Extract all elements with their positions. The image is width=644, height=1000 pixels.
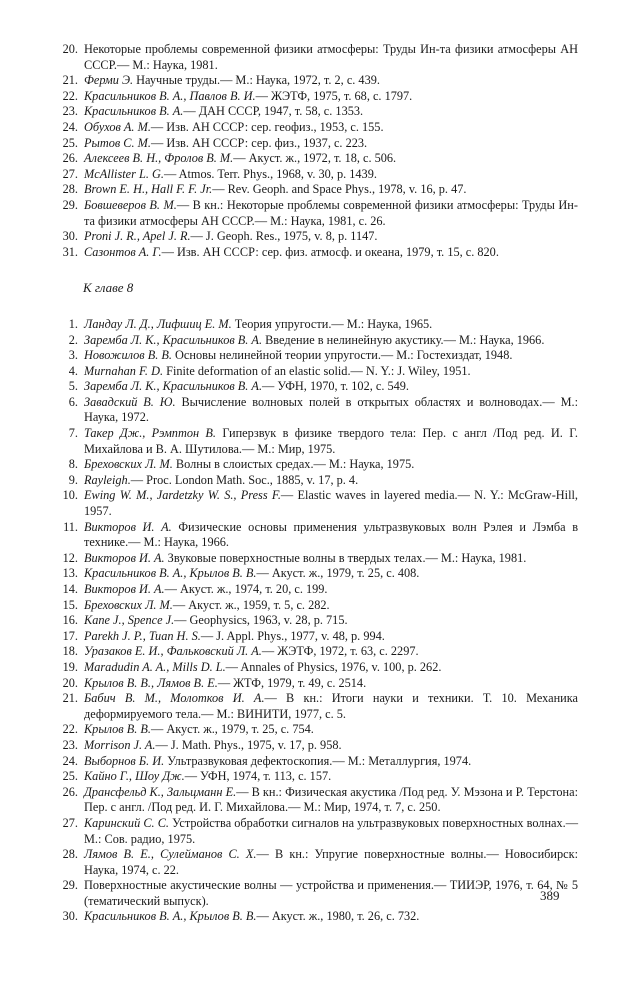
reference-entry (58, 722, 578, 738)
reference-text: — Annales of Physics, 1976, v. 100, p. 262. (225, 659, 442, 674)
reference-text: Finite deformation of an elastic solid.— N. Y.: J. Wiley, 1951. (163, 363, 471, 378)
reference-number: 23. (62, 737, 78, 752)
reference-authors: Завадский В. Ю. (84, 394, 176, 409)
reference-text: Физические основы применения ультразвуковых волн Рэлея и Лэмба в технике.— М.: Наука, 1966. (84, 519, 579, 550)
reference-number: 7. (68, 426, 78, 441)
reference-number: 23. (62, 104, 78, 119)
reference-text: Устройства обработки сигналов на ультразвуковых поверхностных волнах.— М.: Сов. радио, 1975. (84, 815, 579, 846)
reference-entry (58, 847, 578, 878)
reference-text: — УФН, 1970, т. 102, с. 549. (262, 379, 409, 394)
reference-text: — ЖЭТФ, 1972, т. 63, с. 2297. (261, 644, 419, 659)
reference-entry (58, 909, 578, 925)
reference-entry (58, 488, 578, 519)
reference-authors: Ландау Л. Д., Лифшиц Е. М. (84, 316, 232, 331)
reference-text: — Rev. Geoph. and Space Phys., 1978, v. 16, p. 47. (212, 182, 467, 197)
reference-authors: Proni J. R., Apel J. R. (84, 229, 191, 244)
reference-text: Основы нелинейной теории упругости.— М.: Гостехиздат, 1948. (171, 348, 513, 363)
reference-authors: Алексеев В. Н., Фролов В. М. (84, 151, 234, 166)
reference-text: — Изв. АН СССР: сер. геофиз., 1953, с. 155. (150, 119, 384, 134)
reference-entry (58, 348, 578, 364)
reference-entry (58, 379, 578, 395)
reference-text: — J. Geoph. Res., 1975, v. 8, p. 1147. (190, 229, 378, 244)
reference-authors: Обухов А. М. (84, 119, 151, 134)
reference-number: 1. (68, 316, 78, 331)
reference-authors: Rayleigh. (84, 472, 131, 487)
reference-authors: Лямов В. Е., Сулейманов С. Х. (84, 847, 257, 862)
reference-number: 28. (62, 182, 78, 197)
reference-authors: Ферми Э. (84, 73, 134, 88)
reference-number: 13. (62, 566, 78, 581)
reference-number: 5. (68, 379, 78, 394)
reference-number: 17. (62, 628, 78, 643)
reference-number: 2. (68, 332, 78, 347)
reference-entry (58, 364, 578, 380)
reference-text: Некоторые проблемы современной физики атмосферы: Труды Ин-та физики атмосферы АН СССР.— М.: Наука, 1981. (84, 42, 578, 72)
reference-entry (58, 317, 578, 333)
reference-text: — ЖЭТФ, 1975, т. 68, с. 1797. (255, 88, 413, 103)
reference-authors: Brown E. H., Hall F. F. Jr. (84, 182, 213, 197)
reference-number: 19. (62, 659, 78, 674)
reference-entry (58, 73, 578, 89)
reference-number: 18. (62, 644, 78, 659)
reference-authors: Сазонтов А. Г. (84, 244, 162, 259)
reference-authors: Бабич В. М., Молотков И. А. (84, 691, 265, 706)
reference-authors: Уразаков Е. И., Фальковский Л. А. (84, 644, 262, 659)
reference-authors: Parekh J. P., Tuan H. S. (84, 628, 201, 643)
reference-number: 20. (62, 675, 78, 690)
reference-authors: Murnahan F. D. (84, 363, 164, 378)
reference-entry (58, 89, 578, 105)
reference-authors: Бреховских Л. М. (84, 597, 173, 612)
reference-text: — Акуст. ж., 1974, т. 20, с. 199. (164, 582, 328, 596)
reference-number: 8. (68, 457, 78, 472)
reference-text: — В кн.: Физическая акустика /Под ред. У. Мэзона и Р. Терстона: Пер. с англ. /Под ред. И. Г. Михайлова.— М.: Мир, 1974, т. 7, с. 250. (84, 784, 578, 815)
chapter-8-references (58, 317, 578, 925)
reference-entry (58, 473, 578, 489)
reference-entry (58, 42, 578, 73)
reference-text: — Акуст. ж., 1980, т. 26, с. 732. (256, 909, 420, 924)
reference-text: Ультразвуковая дефектоскопия.— М.: Металлургия, 1974. (164, 753, 472, 768)
reference-text: — Акуст. ж., 1972, т. 18, с. 506. (233, 151, 397, 166)
reference-text: Научные труды.— М.: Наука, 1972, т. 2, с. 439. (133, 73, 380, 88)
reference-number: 25. (62, 769, 78, 784)
reference-entry (58, 198, 578, 229)
reference-number: 27. (62, 815, 78, 830)
reference-authors: Викторов И. А. (84, 550, 165, 565)
reference-entry (58, 754, 578, 770)
reference-text: Гиперзвук в физике твердого тела: Пер. с англ /Под ред. И. Г. Михайлова и В. А. Шутилова.— М.: Мир, 1975. (84, 426, 579, 456)
reference-number: 27. (62, 166, 78, 181)
reference-authors: Maradudin A. A., Mills D. L. (84, 659, 226, 674)
reference-number: 10. (62, 488, 78, 503)
reference-authors: Бреховских Л. М. (84, 457, 173, 472)
reference-entry (58, 613, 578, 629)
reference-authors: Викторов И. А. (84, 582, 165, 596)
reference-authors: Такер Дж., Рэмптон В. (84, 426, 217, 441)
reference-number: 25. (62, 135, 78, 150)
reference-authors: Kane J., Spence J. (84, 613, 175, 628)
reference-entry (58, 151, 578, 167)
reference-text: — J. Math. Phys., 1975, v. 17, p. 958. (155, 737, 342, 752)
reference-number: 24. (62, 119, 78, 134)
reference-entry (58, 878, 578, 909)
reference-entry (58, 691, 578, 722)
reference-number: 29. (62, 878, 78, 893)
reference-number: 22. (62, 88, 78, 103)
reference-text: — J. Appl. Phys., 1977, v. 48, p. 994. (200, 628, 385, 643)
reference-text: — Proc. London Math. Soc., 1885, v. 17, p. 4. (130, 472, 359, 487)
page-number: 389 (540, 888, 560, 903)
reference-number: 14. (62, 582, 78, 596)
reference-text: — Изв. АН СССР: сер. физ. атмосф. и океана, 1979, т. 15, с. 820. (161, 244, 499, 259)
reference-number: 28. (62, 847, 78, 862)
reference-entry (58, 229, 578, 245)
reference-text: — В кн.: Итоги науки и техники. Т. 10. Механика деформируемого тела.— М.: ВИНИТИ, 1977, с. 5. (84, 691, 578, 721)
reference-entry (58, 629, 578, 645)
reference-entry (58, 426, 578, 457)
reference-authors: Викторов И. А. (84, 519, 172, 534)
reference-authors: Ewing W. M., Jardetzky W. S., Press F. (84, 488, 281, 503)
reference-number: 4. (68, 363, 78, 378)
reference-authors: Каринский С. С. (84, 815, 170, 830)
reference-text: Вычисление волновых полей в открытых областях и волноводах.— М.: Наука, 1972. (84, 394, 578, 425)
reference-text: — В кн.: Некоторые проблемы современной физики атмосферы: Труды Ин-та физики атмосферы АН СССР.— М.: Наука, 1981, с. 26. (84, 197, 578, 228)
reference-authors: Дрансфельд К., Зальцманн Е. (84, 784, 237, 799)
reference-number: 29. (62, 197, 78, 212)
reference-number: 30. (62, 909, 78, 924)
reference-number: 30. (62, 229, 78, 244)
reference-entry (58, 676, 578, 692)
reference-entry (58, 457, 578, 473)
reference-number: 24. (62, 753, 78, 768)
reference-number: 31. (62, 244, 78, 259)
reference-authors: Красильников В. А., Крылов В. В. (84, 909, 257, 924)
reference-entry (58, 644, 578, 660)
reference-entry (58, 785, 578, 816)
reference-entry (58, 104, 578, 120)
reference-authors: Заремба Л. К., Красильников В. А. (84, 332, 263, 347)
reference-text: — УФН, 1974, т. 113, с. 157. (184, 769, 332, 784)
reference-number: 16. (62, 613, 78, 628)
reference-authors: Крылов В. В. (84, 722, 151, 737)
reference-authors: Бовшеверов В. М. (84, 197, 177, 212)
reference-text: — Изв. АН СССР: сер. физ., 1937, с. 223. (150, 135, 368, 150)
reference-number: 11. (63, 519, 78, 534)
reference-entry (58, 167, 578, 183)
reference-entry (58, 395, 578, 426)
reference-number: 21. (62, 691, 78, 706)
reference-text: Звуковые поверхностные волны в твердых телах.— М.: Наука, 1981. (164, 550, 527, 565)
reference-entry (58, 598, 578, 614)
reference-text: — Elastic waves in layered media.— N. Y.: McGraw-Hill, 1957. (84, 488, 578, 519)
reference-authors: Рытов С. М. (84, 135, 151, 150)
reference-authors: Крылов В. В., Лямов В. Е. (84, 675, 218, 690)
reference-authors: Новожилов В. В. (84, 348, 172, 363)
reference-entry (58, 738, 578, 754)
reference-entry (58, 245, 578, 261)
reference-authors: McAllister L. G. (84, 166, 164, 181)
references-page (58, 42, 578, 925)
reference-authors: Красильников В. А., Павлов В. И. (84, 88, 256, 103)
reference-authors: Красильников В. А., Крылов В. В. (84, 566, 257, 581)
reference-text: — Акуст. ж., 1979, т. 25, с. 754. (150, 722, 314, 737)
reference-text: Поверхностные акустические волны — устройства и применения.— ТИИЭР, 1976, т. 64, № 5 (тематический выпуск). (84, 878, 578, 908)
reference-entry (58, 582, 578, 598)
chapter-8-heading: К главе 8 (83, 280, 134, 296)
reference-entry (58, 120, 578, 136)
reference-text: — Geophysics, 1963, v. 28, p. 715. (174, 613, 348, 628)
reference-number: 22. (62, 722, 78, 737)
reference-entry (58, 566, 578, 582)
reference-text: — Акуст. ж., 1959, т. 5, с. 282. (172, 597, 330, 612)
reference-number: 26. (62, 151, 78, 166)
reference-number: 26. (62, 784, 78, 799)
reference-text: Теория упругости.— М.: Наука, 1965. (231, 316, 433, 331)
reference-text: — ДАН СССР, 1947, т. 58, с. 1353. (183, 104, 364, 119)
reference-authors: Кайно Г., Шоу Дж. (84, 769, 185, 784)
reference-text: Волны в слоистых средах.— М.: Наука, 1975. (172, 457, 415, 472)
reference-number: 21. (62, 73, 78, 88)
reference-text: — Atmos. Terr. Phys., 1968, v. 30, p. 1439. (163, 166, 377, 181)
reference-number: 3. (68, 348, 78, 363)
reference-entry (58, 182, 578, 198)
chapter-7-references (58, 42, 578, 260)
reference-text: — ЖТФ, 1979, т. 49, с. 2514. (217, 675, 367, 690)
reference-entry (58, 769, 578, 785)
reference-number: 6. (68, 394, 78, 409)
reference-text: — В кн.: Упругие поверхностные волны.— Новосибирск: Наука, 1974, с. 22. (84, 847, 579, 877)
reference-authors: Заремба Л. К., Красильников В. А. (84, 379, 263, 394)
reference-entry (58, 551, 578, 567)
reference-number: 12. (62, 550, 78, 565)
reference-number: 9. (68, 472, 78, 487)
reference-entry (58, 520, 578, 551)
reference-number: 15. (62, 597, 78, 612)
reference-number: 20. (62, 42, 78, 56)
reference-entry (58, 333, 578, 349)
reference-authors: Morrison J. A. (84, 737, 156, 752)
reference-entry (58, 136, 578, 152)
reference-text: Введение в нелинейную акустику.— М.: Наука, 1966. (262, 332, 545, 347)
reference-text: — Акуст. ж., 1979, т. 25, с. 408. (256, 566, 420, 581)
reference-authors: Красильников В. А. (84, 104, 184, 119)
reference-entry (58, 816, 578, 847)
reference-authors: Выборнов Б. И. (84, 753, 165, 768)
reference-entry (58, 660, 578, 676)
